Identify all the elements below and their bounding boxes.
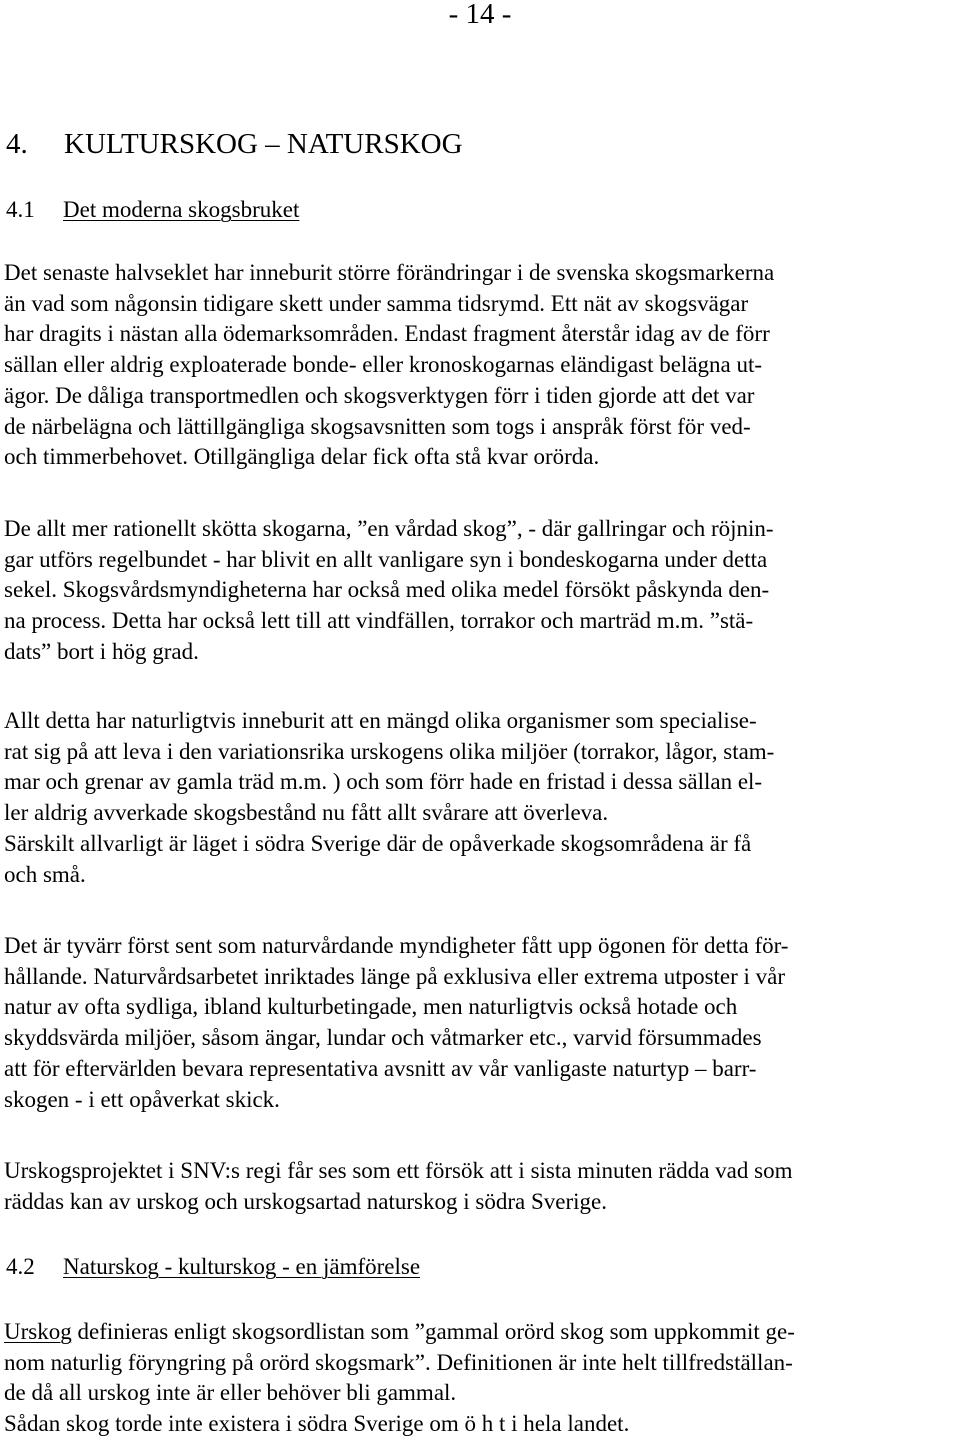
paragraph-line: räddas kan av urskog och urskogsartad naturskog i södra Sverige. (4, 1188, 607, 1214)
paragraph-6 (4, 1317, 956, 1440)
paragraph-5 (4, 1156, 956, 1217)
paragraph-2 (4, 514, 956, 668)
paragraph-4 (4, 931, 956, 1115)
paragraph-line: Det är tyvärr först sent som naturvårdande myndigheter fått upp ögonen för detta för- (4, 933, 789, 958)
chapter-title: KULTURSKOG – NATURSKOG (64, 128, 463, 160)
paragraph-line: Allt detta har naturligtvis inneburit att en mängd olika organismer som specialise- (4, 708, 757, 733)
paragraph-line: att för eftervärlden bevara representativa avsnitt av vår vanligaste naturtyp – barr- (4, 1055, 757, 1081)
paragraph-line: Det senaste halvseklet har inneburit större förändringar i de svenska skogsmarkerna (4, 260, 775, 285)
paragraph-line: gar utförs regelbundet - har blivit en allt vanligare syn i bondeskogarna under detta (4, 546, 768, 572)
paragraph-line: sekel. Skogsvårdsmyndigheterna har också med olika medel försökt påskynda den- (4, 577, 770, 603)
paragraph-line: Urskogsprojektet i SNV:s regi får ses som ett försök att i sista minuten rädda vad som (4, 1158, 793, 1183)
definition-text: definieras enligt skogsordlistan som ”gammal orörd skog som uppkommit ge- (71, 1319, 795, 1344)
paragraph-line: De allt mer rationellt skötta skogarna, ”en vårdad skog”, - där gallringar och röjnin- (4, 516, 774, 541)
paragraph-line: nom naturlig föryngring på orörd skogsmark”. Definitionen är inte helt tillfredställan- (4, 1349, 793, 1375)
paragraph-line: har dragits i nästan alla ödemarksområden. Endast fragment återstår idag av de förr (4, 321, 770, 347)
paragraph-line: rat sig på att leva i den variationsrika urskogens olika miljöer (torrakor, lågor, stam- (4, 738, 775, 764)
paragraph-line: dats” bort i hög grad. (4, 638, 199, 664)
page-number: - 14 - (448, 0, 512, 30)
paragraph-line: skogen - i ett opåverkat skick. (4, 1086, 280, 1112)
chapter-number: 4. (6, 128, 28, 160)
urskog-term: Urskog (4, 1319, 72, 1344)
paragraph-line: ler aldrig avverkade skogsbestånd nu fått allt svårare att överleva. (4, 800, 609, 826)
paragraph-line: sällan eller aldrig exploaterade bonde- eller kronoskogarnas eländigast belägna ut- (4, 352, 763, 378)
paragraph-line (4, 1317, 956, 1348)
paragraph-line: Sådan skog torde inte existera i södra Sverige om ö h t i hela landet. (4, 1411, 630, 1437)
section-title: Naturskog - kulturskog - en jämförelse (63, 1254, 421, 1279)
paragraph-line: ägor. De dåliga transportmedlen och skogsverktygen förr i tiden gjorde att det var (4, 382, 755, 408)
paragraph-line: natur av ofta sydliga, ibland kulturbetingade, men naturligtvis också hotade och (4, 994, 738, 1020)
paragraph-line: de då all urskog inte är eller behöver bli gammal. (4, 1380, 457, 1406)
paragraph-line: än vad som någonsin tidigare skett under samma tidsrymd. Ett nät av skogsvägar (4, 290, 749, 316)
section-heading-4-1 (6, 195, 299, 225)
section-number: 4.2 (6, 1254, 35, 1279)
paragraph-1 (4, 258, 956, 473)
paragraph-line: och små. (4, 861, 86, 887)
paragraph-line: Särskilt allvarligt är läget i södra Sverige där de opåverkade skogsområdena är få (4, 830, 752, 856)
paragraph-line: de närbelägna och lättillgängliga skogsavsnitten som togs i anspråk först för ved- (4, 413, 751, 439)
paragraph-line: hållande. Naturvårdsarbetet inriktades länge på exklusiva eller extrema utposter i vår (4, 963, 786, 989)
chapter-heading (6, 127, 463, 161)
paragraph-line: och timmerbehovet. Otillgängliga delar fick ofta stå kvar orörda. (4, 444, 600, 470)
paragraph-line: mar och grenar av gamla träd m.m. ) och som förr hade en fristad i dessa sällan el- (4, 769, 763, 795)
section-title: Det moderna skogsbruket (63, 197, 300, 222)
paragraph-3 (4, 706, 956, 890)
section-heading-4-2 (6, 1252, 420, 1282)
paragraph-line: na process. Detta har också lett till att vindfällen, torrakor och marträd m.m. ”stä- (4, 608, 754, 634)
section-number: 4.1 (6, 197, 35, 222)
paragraph-line: skyddsvärda miljöer, såsom ängar, lundar och våtmarker etc., varvid försummades (4, 1025, 762, 1051)
